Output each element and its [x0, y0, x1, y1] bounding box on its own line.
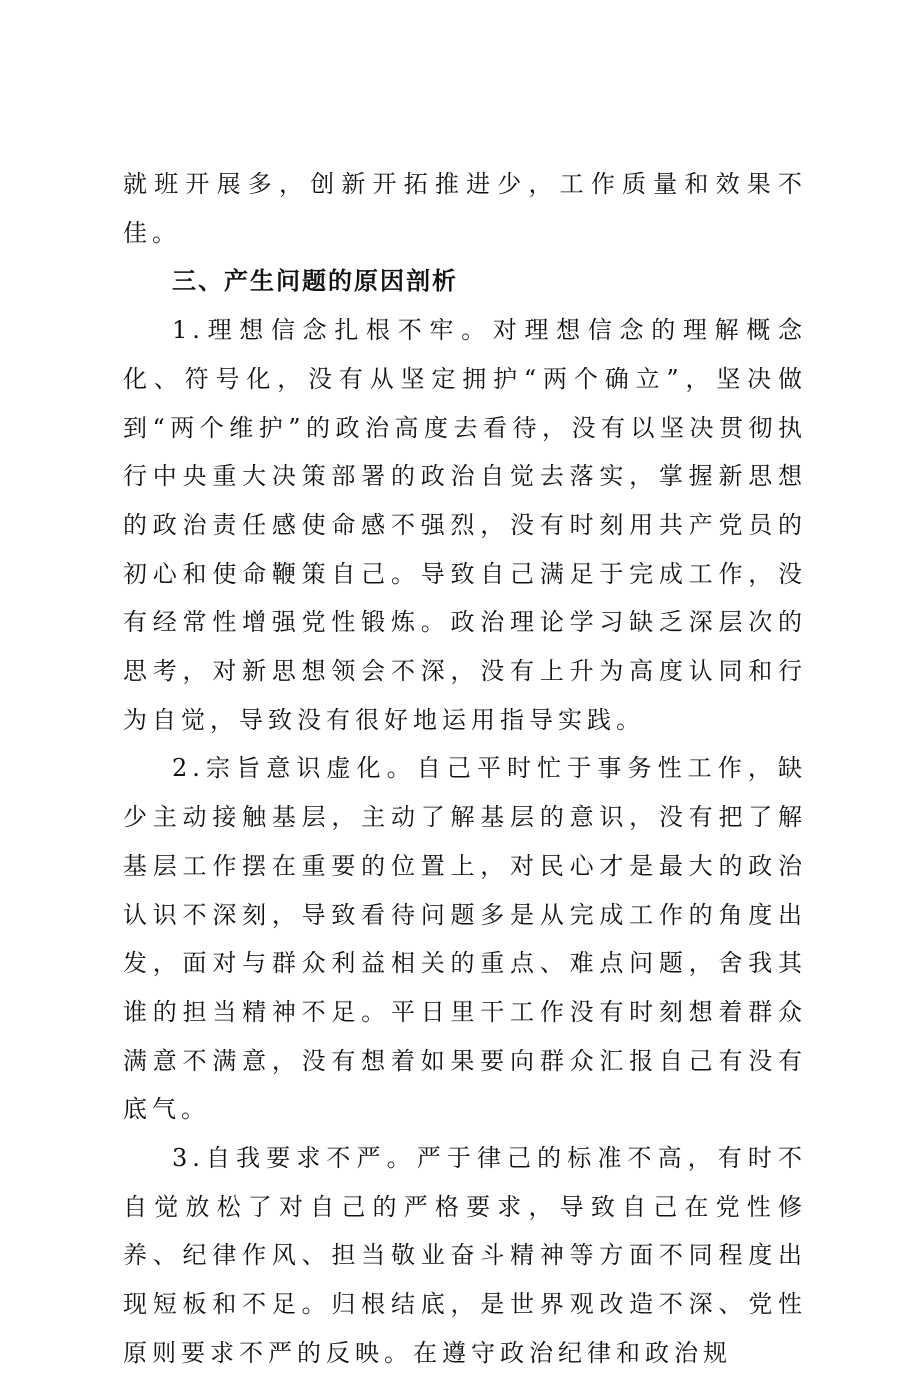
document-body [123, 160, 807, 1378]
paragraph-purpose: 2.宗旨意识虚化。自己平时忙于事务性工作，缺少主动接触基层，主动了解基层的意识，没有把了解基层工作摆在重要的位置上，对民心才是最大的政治认识不深刻，导致看待问题多是从完成工作的角度出发，面对与群众利益相关的重点、难点问题，舍我其谁的担当精神不足。平日里干工作没有时刻想着群众满意不满意，没有想着如果要向群众汇报自己有没有底气。 [123, 754, 807, 1124]
continuation-paragraph: 就班开展多，创新开拓推进少，工作质量和效果不佳。 [123, 170, 807, 247]
section-heading: 三、产生问题的原因剖析 [172, 267, 458, 296]
paragraph-ideals: 1.理想信念扎根不牢。对理想信念的理解概念化、符号化，没有从坚定拥护“两个确立”，坚决做到“两个维护”的政治高度去看待，没有以坚决贯彻执行中央重大决策部署的政治自觉去落实，掌握新思想的政治责任感使命感不强烈，没有时刻用共产党员的初心和使命鞭策自己。导致自己满足于完成工作，没有经常性增强党性锻炼。政治理论学习缺乏深层次的思考，对新思想领会不深，没有上升为高度认同和行为自觉，导致没有很好地运用指导实践。 [123, 316, 807, 734]
paragraph-self-discipline: 3.自我要求不严。严于律己的标准不高，有时不自觉放松了对自己的严格要求，导致自己在党性修养、纪律作风、担当敬业奋斗精神等方面不同程度出现短板和不足。归根结底，是世界观改造不深、党性原则要求不严的反映。在遵守政治纪律和政治规 [123, 1144, 807, 1367]
